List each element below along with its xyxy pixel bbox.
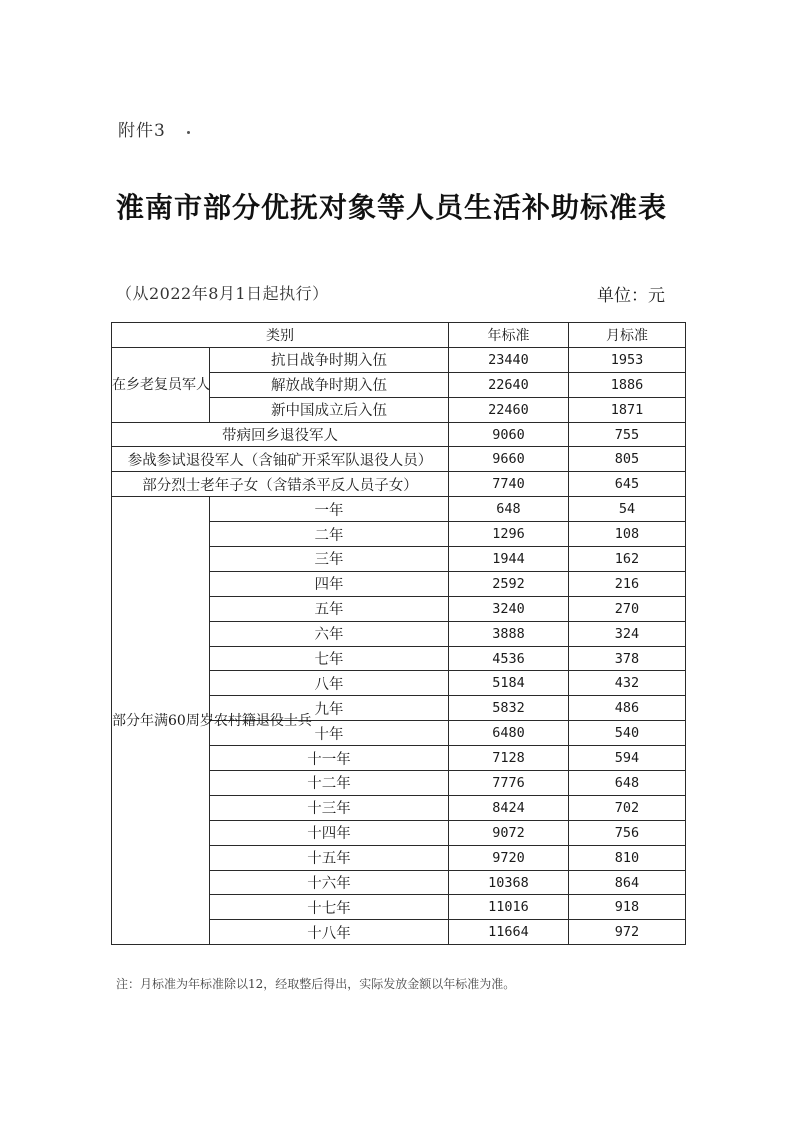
- table-body: [112, 347, 686, 944]
- subcategory-cell: 三年: [210, 547, 449, 572]
- annual-cell: 22640: [449, 372, 569, 397]
- annual-cell: 8424: [449, 795, 569, 820]
- annual-cell: 7776: [449, 771, 569, 796]
- monthly-cell: 1953: [569, 347, 686, 372]
- annual-cell: 5832: [449, 696, 569, 721]
- monthly-cell: 972: [569, 920, 686, 945]
- annual-cell: 7128: [449, 746, 569, 771]
- annual-cell: 9060: [449, 422, 569, 447]
- annual-cell: 5184: [449, 671, 569, 696]
- monthly-cell: 805: [569, 447, 686, 472]
- annual-cell: 4536: [449, 646, 569, 671]
- annual-cell: 22460: [449, 397, 569, 422]
- subcategory-cell: 十八年: [210, 920, 449, 945]
- subcategory-cell: 九年: [210, 696, 449, 721]
- subcategory-cell: 解放战争时期入伍: [210, 372, 449, 397]
- subsidy-standard-table: [111, 322, 686, 945]
- table-row: [112, 472, 686, 497]
- annual-cell: 6480: [449, 721, 569, 746]
- subcategory-cell: 十五年: [210, 845, 449, 870]
- annual-cell: 1296: [449, 522, 569, 547]
- monthly-cell: 1886: [569, 372, 686, 397]
- monthly-cell: 270: [569, 596, 686, 621]
- subcategory-cell: 十七年: [210, 895, 449, 920]
- effective-date: （从2022年8月1日起执行）: [116, 284, 329, 303]
- category-cell: 带病回乡退役军人: [112, 422, 449, 447]
- monthly-cell: 756: [569, 820, 686, 845]
- category-cell: 参战参试退役军人（含铀矿开采军队退役人员）: [112, 447, 449, 472]
- subcategory-cell: 一年: [210, 497, 449, 522]
- table-row: [112, 447, 686, 472]
- subcategory-cell: 十二年: [210, 771, 449, 796]
- monthly-cell: 702: [569, 795, 686, 820]
- attachment-label: 附件3: [118, 121, 166, 141]
- subcategory-cell: 抗日战争时期入伍: [210, 347, 449, 372]
- annual-cell: 11016: [449, 895, 569, 920]
- subcategory-cell: 十一年: [210, 746, 449, 771]
- monthly-cell: 648: [569, 771, 686, 796]
- monthly-cell: 108: [569, 522, 686, 547]
- subcategory-cell: 四年: [210, 571, 449, 596]
- table-row: [112, 347, 686, 372]
- category-cell: 部分烈士老年子女（含错杀平反人员子女）: [112, 472, 449, 497]
- monthly-cell: 540: [569, 721, 686, 746]
- subcategory-cell: 八年: [210, 671, 449, 696]
- monthly-cell: 645: [569, 472, 686, 497]
- annual-cell: 9660: [449, 447, 569, 472]
- monthly-cell: 378: [569, 646, 686, 671]
- monthly-cell: 594: [569, 746, 686, 771]
- annual-cell: 3888: [449, 621, 569, 646]
- annual-cell: 9720: [449, 845, 569, 870]
- subcategory-cell: 十四年: [210, 820, 449, 845]
- footnote: 注：月标准为年标准除以12，经取整后得出，实际发放金额以年标准为准。: [116, 977, 516, 991]
- subcategory-cell: 七年: [210, 646, 449, 671]
- group-label: 在乡老复员军人: [112, 347, 210, 422]
- subcategory-cell: 二年: [210, 522, 449, 547]
- monthly-cell: 810: [569, 845, 686, 870]
- monthly-cell: 162: [569, 547, 686, 572]
- unit-label: 单位：元: [597, 286, 665, 306]
- monthly-cell: 864: [569, 870, 686, 895]
- page-title: 淮南市部分优抚对象等人员生活补助标准表: [116, 191, 668, 224]
- subcategory-cell: 十三年: [210, 795, 449, 820]
- subcategory-cell: 六年: [210, 621, 449, 646]
- annual-cell: 1944: [449, 547, 569, 572]
- annual-cell: 3240: [449, 596, 569, 621]
- annual-cell: 11664: [449, 920, 569, 945]
- header-category: 类别: [112, 323, 449, 348]
- annual-cell: 9072: [449, 820, 569, 845]
- monthly-cell: 755: [569, 422, 686, 447]
- annual-cell: 10368: [449, 870, 569, 895]
- annual-cell: 23440: [449, 347, 569, 372]
- table-header-row: [112, 323, 686, 348]
- subcategory-cell: 五年: [210, 596, 449, 621]
- monthly-cell: 216: [569, 571, 686, 596]
- monthly-cell: 324: [569, 621, 686, 646]
- monthly-cell: 1871: [569, 397, 686, 422]
- scan-speck: [187, 131, 190, 134]
- monthly-cell: 918: [569, 895, 686, 920]
- monthly-cell: 432: [569, 671, 686, 696]
- subcategory-cell: 新中国成立后入伍: [210, 397, 449, 422]
- annual-cell: 7740: [449, 472, 569, 497]
- group-label: 部分年满60周岁农村籍退役士兵: [112, 497, 210, 945]
- monthly-cell: 486: [569, 696, 686, 721]
- table-row: [112, 422, 686, 447]
- header-monthly: 月标准: [569, 323, 686, 348]
- subcategory-cell: 十六年: [210, 870, 449, 895]
- annual-cell: 648: [449, 497, 569, 522]
- header-annual: 年标准: [449, 323, 569, 348]
- subcategory-cell: 十年: [210, 721, 449, 746]
- monthly-cell: 54: [569, 497, 686, 522]
- table-row: [112, 497, 686, 522]
- annual-cell: 2592: [449, 571, 569, 596]
